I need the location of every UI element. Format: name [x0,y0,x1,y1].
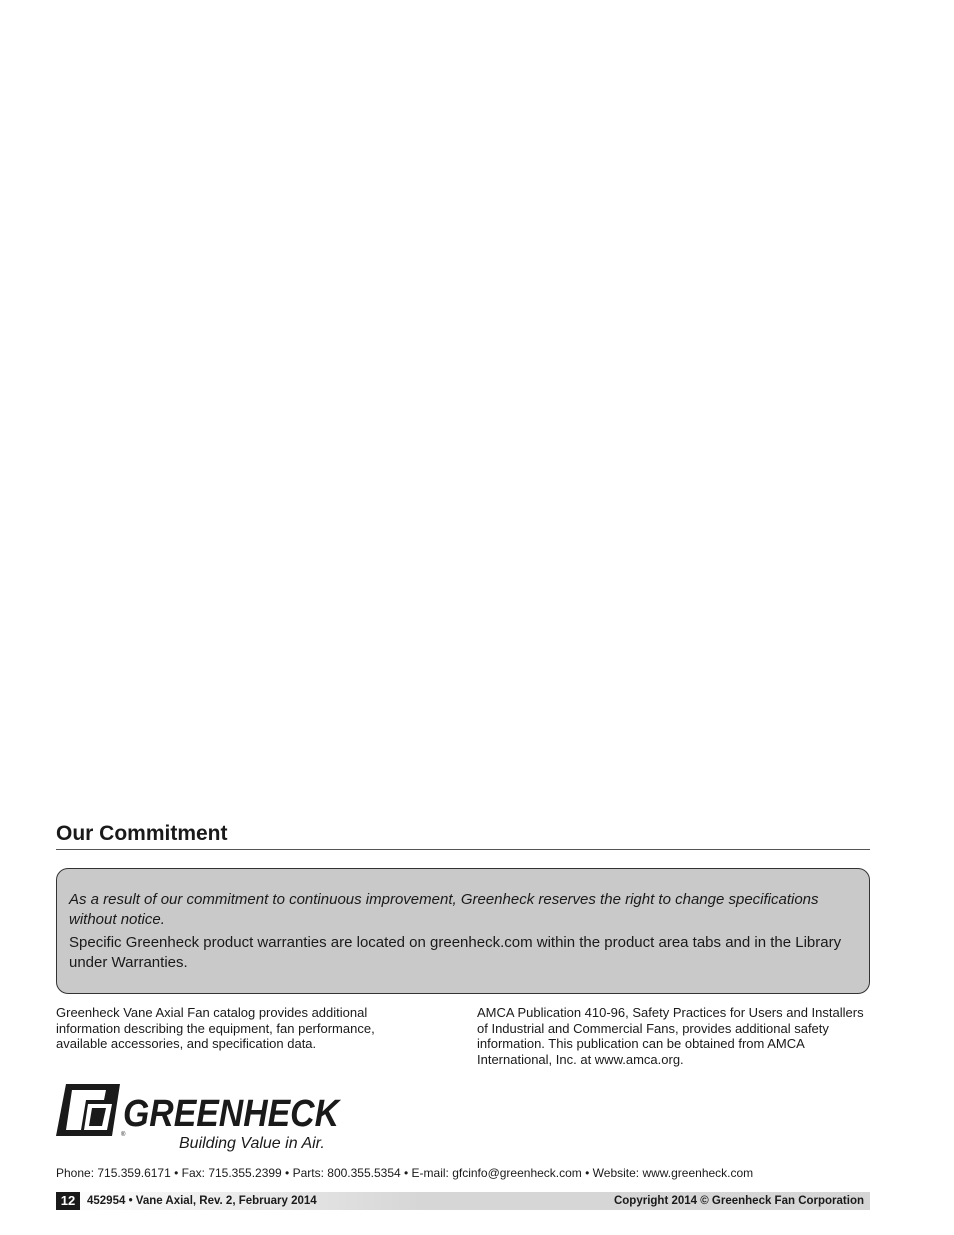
registered-mark: ® [121,1132,126,1138]
contact-line: Phone: 715.359.6171 • Fax: 715.355.2399 • Parts: 800.355.5354 • E-mail: gfcinfo@greenheck.com • Website: www.greenheck.com [56,1166,754,1180]
page-number: 12 [56,1192,80,1210]
title-divider [56,849,870,850]
warranty-notice: Specific Greenheck product warranties are located on greenheck.com within the product area tabs and in the Library under Warranties. [69,934,842,971]
logo-wordmark: GREENHECK [123,1093,342,1135]
greenheck-logo [56,1082,346,1154]
catalog-info-text: Greenheck Vane Axial Fan catalog provides additional information describing the equipment, fan performance, available accessories, and specification data. [56,1005,375,1052]
section-title: Our Commitment [56,822,228,845]
copyright-notice: Copyright 2014 © Greenheck Fan Corporation [613,1195,864,1207]
amca-info-text: AMCA Publication 410-96, Safety Practices for Users and Installers of Industrial and Commercial Fans, provides additional safety information. This publication can be obtained from AMCA International, Inc. at www.amca.org. [477,1005,864,1067]
greenheck-mark-icon [56,1084,120,1136]
footer-bar [56,1192,870,1210]
improvement-notice: As a result of our commitment to continuous improvement, Greenheck reserves the right to change specifications without notice. [69,891,819,928]
logo-tagline: Building Value in Air. [179,1135,325,1152]
commitment-box [56,868,870,994]
document-info: 452954 • Vane Axial, Rev. 2, February 2014 [87,1195,317,1207]
